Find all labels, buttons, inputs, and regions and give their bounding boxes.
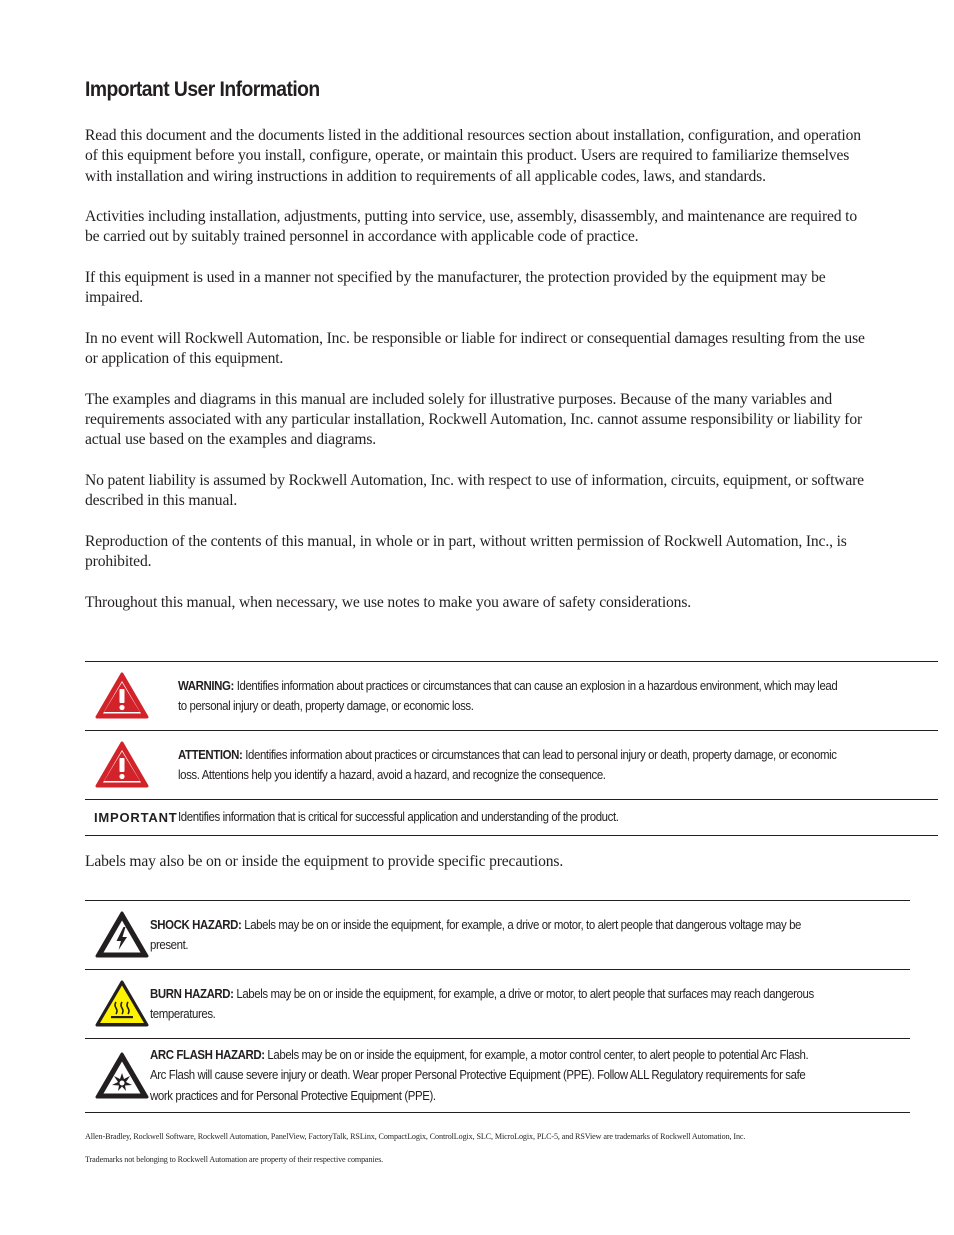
warning-triangle-icon bbox=[94, 671, 150, 721]
paragraph-read-document: Read this document and the documents listed in the additional resources section about installation, configuration, and operation of this equipment before you install, configure, operate, or maintain this product. Users are required to familiarize themselves with installation and wiring instructions in addition to requirements of all applicable codes, laws, and standards. bbox=[85, 127, 861, 185]
warning-row bbox=[85, 662, 938, 731]
paragraph-throughout: Throughout this manual, when necessary, we use notes to make you aware of safety considerations. bbox=[85, 593, 691, 611]
paragraph-activities: Activities including installation, adjustments, putting into service, use, assembly, disassembly, and maintenance are required to be carried out by suitably trained personnel in accordance with applicable code of practice. bbox=[85, 208, 857, 246]
attention-row bbox=[85, 731, 938, 800]
shock-hazard-row bbox=[85, 901, 910, 970]
page-title: Important User Information bbox=[85, 78, 320, 101]
warning-text: Identifies information about practices or circumstances that can cause an explosion in a hazardous environment, which may lead to personal injury or death, property damage, or economic loss. bbox=[177, 677, 837, 713]
hazard-labels-table bbox=[85, 900, 910, 1113]
arc-flash-hazard-row bbox=[85, 1039, 910, 1113]
labels-intro: Labels may also be on or inside the equipment to provide specific precautions. bbox=[85, 853, 564, 870]
arc-flash-hazard-label: ARC FLASH HAZARD: bbox=[150, 1047, 265, 1063]
attention-text: Identifies information about practices or circumstances that can lead to personal injury or death, property damage, or economic loss. Attentions help you identify a hazard, avoid a hazard, and recognize the consequence. bbox=[177, 746, 837, 782]
burn-hazard-icon bbox=[94, 979, 150, 1029]
shock-hazard-text: Labels may be on or inside the equipment, for example, a drive or motor, to alert people that dangerous voltage may be present. bbox=[150, 916, 802, 952]
other-trademarks-footer: Trademarks not belonging to Rockwell Automation are property of their respective companies. bbox=[85, 1155, 384, 1164]
warning-label: WARNING: bbox=[177, 677, 234, 693]
attention-triangle-icon bbox=[94, 740, 150, 790]
important-row bbox=[85, 800, 938, 836]
important-text: Identifies information that is critical for successful application and understanding of the product. bbox=[177, 809, 619, 825]
arc-flash-icon bbox=[94, 1051, 150, 1101]
important-label: IMPORTANT bbox=[94, 809, 178, 825]
burn-hazard-text: Labels may be on or inside the equipment, for example, a drive or motor, to alert people that surfaces may reach dangerous temperatures. bbox=[150, 985, 814, 1021]
paragraph-examples: The examples and diagrams in this manual are included solely for illustrative purposes. Because of the many variables and requirements associated with any particular installation, Rockwell Automation, Inc. cannot assume responsibility or liability for actual use based on the examples and diagrams. bbox=[85, 390, 863, 449]
burn-hazard-row bbox=[85, 970, 910, 1039]
paragraph-manner-not-specified: If this equipment is used in a manner not specified by the manufacturer, the protection provided by the equipment may be impaired. bbox=[85, 269, 826, 307]
paragraph-reproduction: Reproduction of the contents of this manual, in whole or in part, without written permission of Rockwell Automation, Inc., is prohibited. bbox=[85, 532, 847, 571]
paragraph-patent: No patent liability is assumed by Rockwell Automation, Inc. with respect to use of information, circuits, equipment, or software described in this manual. bbox=[85, 472, 864, 510]
paragraph-no-event: In no event will Rockwell Automation, Inc. be responsible or liable for indirect or consequential damages resulting from the use or application of this equipment. bbox=[85, 329, 865, 368]
trademarks-footer: Allen-Bradley, Rockwell Software, Rockwell Automation, PanelView, FactoryTalk, RSLinx, CompactLogix, ControlLogix, SLC, MicroLogix, PLC-5, and RSView are trademarks of Rockwell Automation, Inc. bbox=[85, 1132, 746, 1141]
shock-hazard-label: SHOCK HAZARD: bbox=[150, 916, 242, 932]
safety-notes-table bbox=[85, 661, 938, 836]
intro-body bbox=[85, 126, 871, 633]
attention-label: ATTENTION: bbox=[177, 746, 242, 762]
shock-hazard-icon bbox=[94, 910, 150, 960]
arc-flash-hazard-text: Labels may be on or inside the equipment, for example, a motor control center, to alert people to potential Arc Flash. Arc Flash will cause severe injury or death. Wear proper Personal Protective Equipment (PPE). Follow ALL Regulatory requirements for safe work practices and for Personal Protective Equipment (PPE). bbox=[150, 1047, 809, 1103]
burn-hazard-label: BURN HAZARD: bbox=[150, 985, 234, 1001]
